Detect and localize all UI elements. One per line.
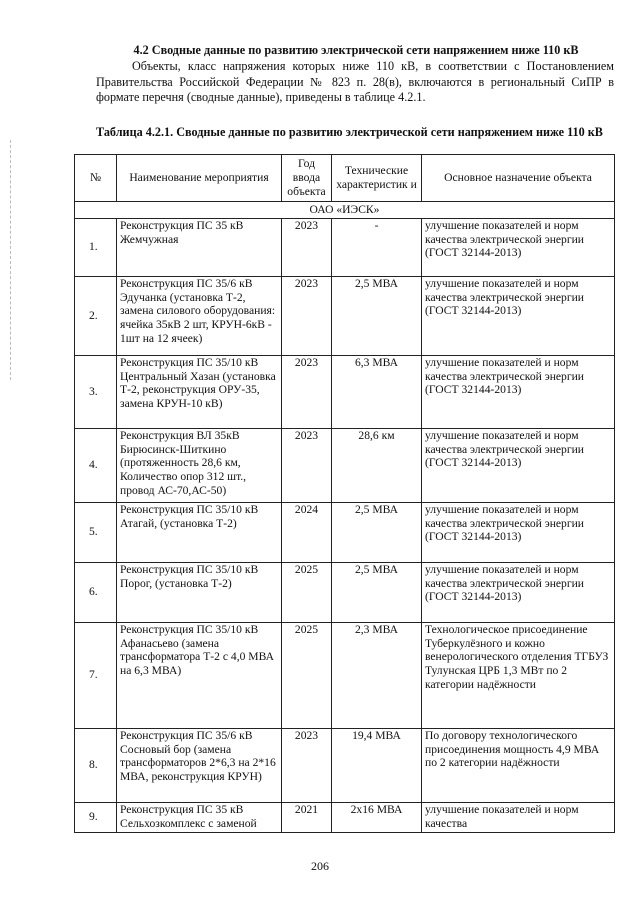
row-number: 5. [75,502,117,562]
table-row [75,428,615,502]
row-number: 6. [75,562,117,622]
row-purpose: улучшение показателей и норм качества электрической энергии (ГОСТ 32144-2013) [422,355,615,428]
row-year: 2025 [282,562,332,622]
table-row [75,622,615,728]
row-number: 7. [75,622,117,728]
row-name: Реконструкция ПС 35 кВ Сельхозкомплекс с заменой [117,802,282,832]
row-name: Реконструкция ПС 35 кВ Жемчужная [117,218,282,276]
row-number: 4. [75,428,117,502]
row-name: Реконструкция ПС 35/6 кВ Эдучанка (установка Т-2, замена силового оборудования: ячейка 35кВ 2 шт, КРУН-6кВ - 1шт на 12 ячеек) [117,276,282,355]
org-name: ОАО «ИЭСК» [75,202,615,219]
row-name: Реконструкция ПС 35/10 кВ Атагай, (установка Т-2) [117,502,282,562]
header-name: Наименование мероприятия [117,155,282,202]
table-row [75,355,615,428]
row-tech: - [332,218,422,276]
table-row [75,802,615,832]
row-tech: 19,4 МВА [332,728,422,802]
row-name: Реконструкция ПС 35/10 кВ Центральный Хазан (установка Т-2, реконструкция ОРУ-35, замена КРУН-10 кВ) [117,355,282,428]
row-tech: 6,3 МВА [332,355,422,428]
row-year: 2023 [282,218,332,276]
table-row [75,218,615,276]
row-purpose: По договору технологического присоединения мощность 4,9 МВА по 2 категории надёжности [422,728,615,802]
row-purpose: улучшение показателей и норм качества электрической энергии (ГОСТ 32144-2013) [422,218,615,276]
table-row [75,728,615,802]
page-number: 206 [311,859,329,873]
row-number: 3. [75,355,117,428]
row-purpose: улучшение показателей и норм качества [422,802,615,832]
row-number: 9. [75,802,117,832]
table-row [75,276,615,355]
org-row [75,202,615,219]
row-year: 2021 [282,802,332,832]
header-year: Год ввода объекта [282,155,332,202]
row-purpose: улучшение показателей и норм качества электрической энергии (ГОСТ 32144-2013) [422,428,615,502]
row-number: 2. [75,276,117,355]
section-heading: 4.2 Сводные данные по развитию электрической сети напряжением ниже 110 кВ [133,43,579,57]
header-tech: Технические характеристик и [332,155,422,202]
row-year: 2023 [282,276,332,355]
intro-paragraph: Объекты, класс напряжения которых ниже 110 кВ, в соответствии с Постановлением Правительства Российской Федерации № 823 п. 28(в), включаются в региональный СиПР в формате перечня (сводные данные), приведены в таблице 4.2.1. [96,59,614,104]
row-name: Реконструкция ВЛ 35кВ Бирюсинск-Шиткино (протяженность 28,6 км, Количество опор 312 шт., провод АС-70,АС-50) [117,428,282,502]
row-tech: 2х16 МВА [332,802,422,832]
header-num: № [75,155,117,202]
table-caption: Таблица 4.2.1. Сводные данные по развитию электрической сети напряжением ниже 110 кВ [96,125,603,139]
row-tech: 28,6 км [332,428,422,502]
row-number: 8. [75,728,117,802]
row-purpose: улучшение показателей и норм качества электрической энергии (ГОСТ 32144-2013) [422,276,615,355]
row-number: 1. [75,218,117,276]
table-row [75,562,615,622]
row-year: 2023 [282,355,332,428]
row-purpose: улучшение показателей и норм качества электрической энергии (ГОСТ 32144-2013) [422,502,615,562]
row-year: 2023 [282,428,332,502]
row-tech: 2,3 МВА [332,622,422,728]
row-year: 2024 [282,502,332,562]
row-name: Реконструкция ПС 35/10 кВ Порог, (установка Т-2) [117,562,282,622]
header-purpose: Основное назначение объекта [422,155,615,202]
row-tech: 2,5 МВА [332,562,422,622]
row-name: Реконструкция ПС 35/6 кВ Сосновый бор (замена трансформаторов 2*6,3 на 2*16 МВА, реконструкция КРУН) [117,728,282,802]
row-year: 2025 [282,622,332,728]
table-header-row [75,155,615,202]
row-tech: 2,5 МВА [332,276,422,355]
row-year: 2023 [282,728,332,802]
binding-marks [10,140,12,380]
row-purpose: Технологическое присоединение Туберкулёзного и кожно венерологического отделения ТГБУЗ Тулунская ЦРБ 1,3 МВт по 2 категории надёжности [422,622,615,728]
row-tech: 2,5 МВА [332,502,422,562]
row-purpose: улучшение показателей и норм качества электрической энергии (ГОСТ 32144-2013) [422,562,615,622]
table-row [75,502,615,562]
row-name: Реконструкция ПС 35/10 кВ Афанасьево (замена трансформатора Т-2 с 4,0 МВА на 6,3 МВА) [117,622,282,728]
summary-table [74,154,615,833]
